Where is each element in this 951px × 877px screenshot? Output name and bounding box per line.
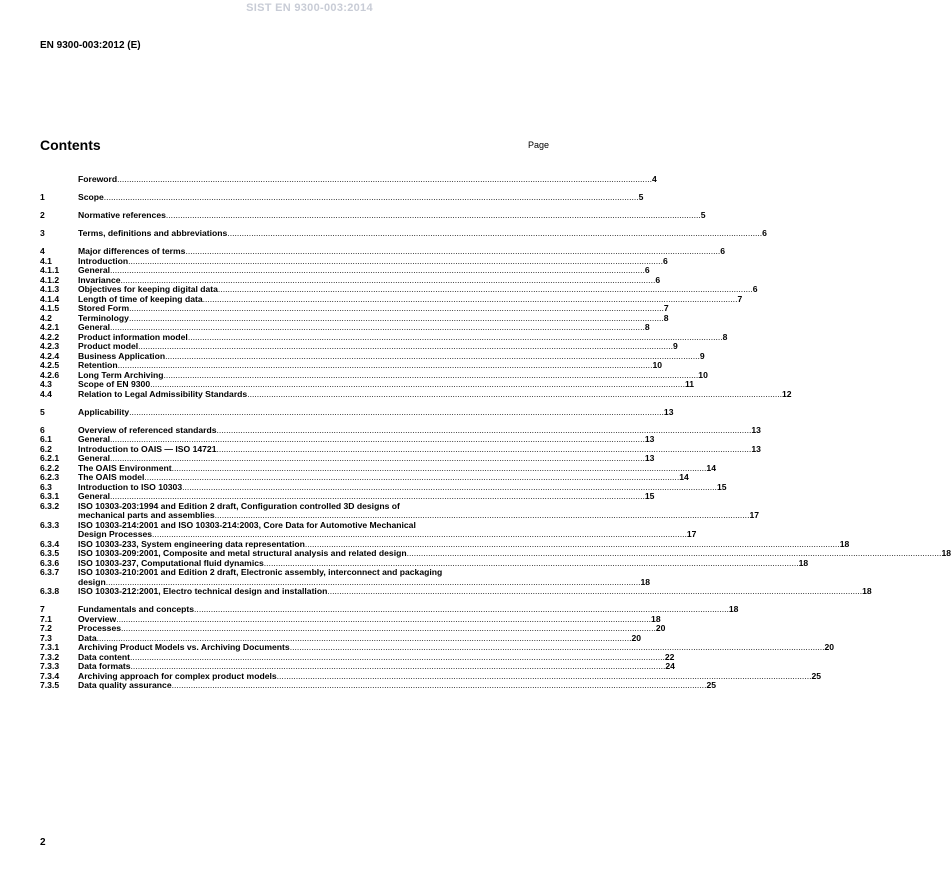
toc-leader-dots: [227, 229, 762, 239]
toc-entry[interactable]: [40, 680, 717, 691]
toc-entry-title: Scope of EN 9300: [78, 379, 151, 389]
toc-entry-title: Terminology: [78, 312, 129, 323]
toc-entry-title: Length of time of keeping data: [78, 293, 203, 304]
toc-entry[interactable]: [40, 228, 767, 239]
toc-entry[interactable]: [40, 406, 674, 418]
toc-entry-page: 15: [644, 491, 655, 501]
toc-entry-title: Foreword: [78, 174, 118, 184]
toc-entry-page: 7: [663, 303, 669, 313]
toc-entry-number: 4.2.3: [40, 341, 60, 351]
toc-entry-title: The OAIS model: [78, 472, 145, 482]
toc-entry-title: General: [78, 265, 111, 275]
table-of-contents: [40, 174, 951, 691]
toc-entry-title: ISO 10303-210:2001 and Edition 2 draft, Electronic assembly, interconnect and packaging: [78, 567, 443, 577]
toc-entry-page: 18: [862, 586, 872, 596]
toc-entry-title-continued: Design Processes: [78, 529, 153, 539]
toc-entry-title: Invariance: [78, 274, 121, 285]
toc-entry-page: 22: [664, 651, 675, 662]
toc-entry[interactable]: [40, 210, 706, 221]
toc-leader-dots: [327, 587, 862, 597]
toc-entry-number: 6.3.3: [40, 519, 60, 530]
toc-entry-number: 6.2.2: [40, 462, 60, 473]
toc-entry-page: 18: [798, 557, 809, 568]
toc-entry-page: 15: [716, 481, 727, 492]
toc-entry-title: ISO 10303-214:2001 and ISO 10303-214:2003, Core Data for Automotive Mechanical: [78, 519, 416, 530]
page-column-label: Page: [527, 140, 549, 150]
toc-entry-page: 18: [651, 613, 661, 624]
toc-entry-title: ISO 10303-203:1994 and Edition 2 draft, Configuration controlled 3D designs of: [78, 500, 400, 511]
toc-entry-title: Overview: [78, 613, 117, 624]
toc-entry-page: 14: [706, 462, 716, 473]
toc-entry-title: Archiving Product Models vs. Archiving Documents: [78, 642, 290, 652]
toc-entry-title: Business Application: [78, 350, 166, 361]
toc-entry-page: 14: [679, 472, 689, 482]
toc-entry-page: 8: [644, 322, 650, 332]
toc-entry-title: Introduction to ISO 10303: [78, 481, 183, 492]
toc-entry-number: 4.2: [40, 312, 52, 323]
toc-entry-page: 10: [652, 360, 663, 370]
toc-entry-page: 8: [663, 312, 669, 323]
toc-entry-title: Normative references: [78, 210, 166, 220]
toc-entry-page: 8: [722, 331, 728, 342]
document-id: EN 9300-003:2012 (E): [40, 40, 141, 51]
toc-entry-number: 7: [40, 604, 45, 614]
toc-entry-number: 2: [40, 210, 45, 220]
toc-entry-number: 7.1: [40, 613, 52, 624]
toc-entry-number: 6.3.4: [40, 538, 60, 549]
toc-entry-page: 13: [751, 424, 761, 435]
toc-entry-number: 6: [40, 424, 45, 435]
toc-entry-number: 6.3.1: [40, 491, 60, 501]
toc-entry-title: Major differences of terms: [78, 246, 186, 256]
toc-entry-number: 7.3.5: [40, 680, 60, 690]
toc-entry-page: 18: [941, 548, 951, 558]
toc-entry-number: 6.2: [40, 443, 52, 454]
toc-entry-page: 25: [811, 670, 822, 681]
toc-entry-number: 6.3.8: [40, 586, 60, 596]
toc-entry-page: 6: [762, 228, 767, 238]
toc-entry-title: General: [78, 491, 111, 501]
toc-entry-number: 4.3: [40, 379, 52, 389]
toc-entry[interactable]: [40, 500, 760, 521]
toc-entry-number: 6.3.2: [40, 500, 60, 511]
toc-entry-title: General: [78, 322, 111, 332]
toc-entry-title: ISO 10303-212:2001, Electro technical design and installation: [78, 586, 328, 596]
toc-entry-number: 6.3.5: [40, 548, 60, 558]
toc-leader-dots: [104, 193, 639, 203]
toc-entry-number: 7.3.1: [40, 642, 60, 652]
toc-entry-title-continued: design: [78, 576, 106, 587]
toc-entry-number: 4.2.5: [40, 360, 60, 370]
toc-entry-number: 4.1.4: [40, 293, 60, 304]
toc-entry-page: 20: [631, 632, 642, 643]
toc-entry-number: 4: [40, 246, 45, 256]
toc-entry-title: Retention: [78, 360, 118, 370]
toc-entry-number: 4.2.1: [40, 322, 60, 332]
toc-entry-number: 4.2.6: [40, 369, 60, 380]
toc-entry-number: 6.2.3: [40, 472, 60, 482]
toc-entry-number: 5: [40, 406, 45, 417]
toc-entry-page: 13: [644, 453, 655, 463]
toc-entry-page: 13: [663, 406, 674, 417]
toc-entry[interactable]: [40, 567, 651, 587]
toc-entry-page: 6: [655, 274, 661, 285]
toc-entry-page: 9: [673, 341, 678, 351]
toc-entry-title: Introduction to OAIS — ISO 14721: [78, 443, 217, 454]
toc-entry-title: Fundamentals and concepts: [78, 604, 195, 614]
contents-heading: Contents: [40, 137, 101, 153]
toc-entry[interactable]: [40, 586, 872, 597]
toc-entry-number: 7.2: [40, 623, 52, 633]
toc-entry-number: 1: [40, 192, 45, 202]
toc-leader-dots: [129, 408, 664, 418]
watermark: SIST EN 9300-003:2014: [246, 2, 373, 14]
toc-entry-title: Long Term Archiving: [78, 369, 164, 380]
toc-entry-page: 5: [700, 210, 706, 220]
toc-entry-page: 18: [728, 604, 739, 614]
toc-entry-number: 4.2.2: [40, 331, 60, 342]
toc-entry[interactable]: [40, 388, 792, 400]
toc-entry-number: 3: [40, 228, 45, 238]
toc-entry-title: ISO 10303-209:2001, Composite and metal structural analysis and related design: [78, 548, 407, 558]
toc-leader-dots: [247, 390, 782, 400]
toc-entry-page: 17: [686, 529, 697, 539]
toc-entry-page: 13: [644, 434, 655, 444]
toc-entry-page: 17: [749, 510, 760, 520]
toc-entry-page: 11: [684, 379, 695, 389]
toc-leader-dots: [166, 211, 701, 221]
toc-entry-title: Data: [78, 632, 97, 643]
toc-entry-number: 4.1.3: [40, 284, 60, 294]
toc-entry-number: 7.3.2: [40, 651, 60, 662]
toc-entry-page: 7: [737, 293, 743, 304]
toc-entry-number: 4.1: [40, 255, 52, 266]
toc-entry-title: Overview of referenced standards: [78, 424, 217, 435]
toc-entry-title: Terms, definitions and abbreviations: [78, 228, 228, 238]
toc-entry-number: 4.1.1: [40, 265, 60, 275]
toc-entry-page: 4: [651, 174, 657, 184]
toc-entry-title: ISO 10303-233, System engineering data representation: [78, 538, 305, 549]
toc-entry-page: 6: [662, 255, 668, 266]
toc-entry-number: 4.1.2: [40, 274, 60, 285]
toc-entry-page: 18: [839, 538, 850, 549]
toc-entry-number: 7.3.4: [40, 670, 60, 681]
toc-entry[interactable]: [40, 519, 697, 540]
toc-entry-page: 20: [655, 623, 666, 633]
toc-entry-page: 18: [640, 576, 651, 587]
toc-entry-number: 6.3: [40, 481, 52, 492]
toc-entry-title: General: [78, 434, 111, 444]
toc-entry[interactable]: [40, 192, 644, 203]
toc-entry-title: Introduction: [78, 255, 129, 266]
toc-entry-page: 9: [699, 350, 705, 361]
toc-entry-number: 7.3.3: [40, 661, 60, 671]
toc-entry-page: 10: [698, 369, 708, 380]
toc-entry-title: Product information model: [78, 331, 188, 342]
toc-entry-number: 4.4: [40, 388, 52, 399]
toc-entry-page: 5: [638, 192, 644, 202]
toc-entry-title: ISO 10303-237, Computational fluid dynamics: [78, 557, 264, 568]
toc-entry-number: 4.1.5: [40, 303, 60, 313]
toc-entry-title-continued: mechanical parts and assemblies: [78, 510, 215, 520]
toc-entry-number: 4.2.4: [40, 350, 60, 361]
toc-entry-number: 6.3.6: [40, 557, 60, 568]
toc-entry-page: 25: [706, 680, 717, 690]
toc-entry-title: Archiving approach for complex product models: [78, 670, 277, 681]
toc-entry-title: Applicability: [78, 406, 130, 417]
toc-entry-page: 6: [644, 265, 650, 275]
toc-entry[interactable]: [40, 174, 657, 185]
toc-entry-title: Relation to Legal Admissibility Standards: [78, 388, 248, 399]
toc-entry-page: 13: [751, 443, 761, 454]
toc-entry-title: General: [78, 453, 111, 463]
toc-entry-title: Objectives for keeping digital data: [78, 284, 218, 294]
toc-entry-title: Data formats: [78, 661, 131, 671]
toc-entry-page: 20: [824, 642, 835, 652]
toc-leader-dots: [172, 681, 707, 691]
toc-entry-number: 7.3: [40, 632, 52, 643]
toc-entry-title: Processes: [78, 623, 122, 633]
toc-entry-title: Stored Form: [78, 303, 130, 313]
toc-entry-title: Product model: [78, 341, 139, 351]
toc-entry-title: Scope: [78, 192, 104, 202]
footer-page-number: 2: [40, 837, 46, 848]
toc-entry-page: 12: [782, 388, 792, 399]
toc-entry-title: Data quality assurance: [78, 680, 172, 690]
toc-entry-page: 24: [665, 661, 675, 671]
toc-entry-page: 6: [720, 246, 726, 256]
toc-entry-title: Data content: [78, 651, 131, 662]
toc-entry-page: 6: [752, 284, 758, 294]
toc-leader-dots: [117, 175, 652, 185]
toc-entry-number: 6.2.1: [40, 453, 60, 463]
toc-entry-number: 6.1: [40, 434, 52, 444]
toc-entry-number: [40, 175, 78, 185]
toc-entry-number: 6.3.7: [40, 567, 60, 577]
toc-entry-title: The OAIS Environment: [78, 462, 172, 473]
